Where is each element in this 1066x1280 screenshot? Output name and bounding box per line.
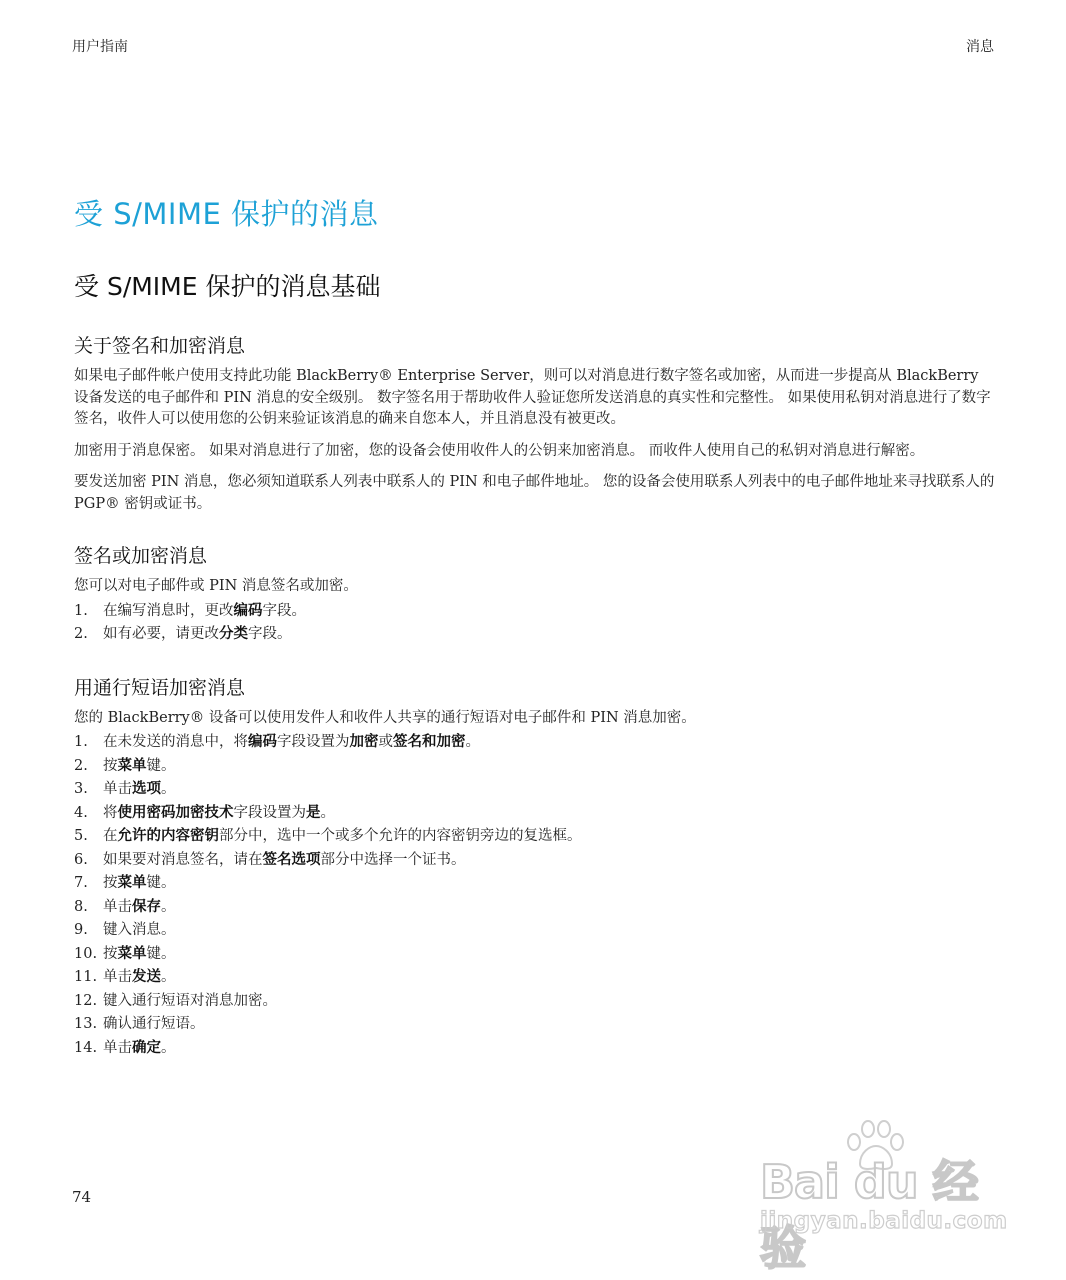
step-text: 键。: [146, 945, 176, 962]
step-text: 。: [320, 804, 335, 821]
step-bold-term: 菜单: [117, 945, 147, 962]
step-number: 14.: [74, 1039, 98, 1056]
step-bold-term: 是: [306, 804, 321, 821]
step-bold-term: 编码: [248, 734, 277, 750]
step-bold-term: 签名和加密: [393, 734, 466, 750]
watermark-url: jingyan.baidu.com: [760, 1208, 1008, 1234]
step-text: 。: [161, 898, 176, 915]
step-text: 。: [161, 969, 176, 985]
list-item: [74, 943, 996, 967]
step-text: 字段设置为: [233, 804, 306, 821]
about-paragraph-2: 加密用于消息保密。 如果对消息进行了加密，您的设备会使用收件人的公钥来加密消息。 而收件人使用自己的私钥对消息进行解密。: [74, 442, 925, 459]
about-section: [74, 331, 996, 515]
list-item: [74, 778, 996, 802]
step-text: 字段。: [248, 626, 292, 642]
section-title: 受 S/MIME 保护的消息基础: [74, 272, 381, 301]
step-text: 将: [103, 804, 118, 821]
step-bold-term: 确定: [132, 1039, 161, 1056]
list-item: [74, 600, 996, 624]
step-number: 11.: [74, 969, 98, 985]
step-bold-term: 保存: [132, 898, 161, 915]
step-number: 8.: [74, 898, 88, 915]
step-text: 部分中，选中一个或多个允许的内容密钥旁边的复选框。: [219, 828, 582, 844]
step-text: 单击: [103, 969, 132, 985]
step-text: 按: [103, 945, 118, 962]
step-text: 单击: [103, 781, 132, 797]
step-number: 13.: [74, 1016, 98, 1032]
list-item: [74, 1013, 996, 1037]
list-item: [74, 919, 996, 943]
step-bold-term: 菜单: [117, 875, 147, 891]
step-number: 1.: [74, 602, 88, 619]
step-bold-term: 选项: [132, 781, 161, 797]
about-paragraph-1: 如果电子邮件帐户使用支持此功能 BlackBerry® Enterprise Server，则可以对消息进行数字签名或加密，从而进一步提高从 BlackBerry 设备发送的电子邮件和 PIN 消息的安全级别。 数字签名用于帮助收件人验证您所发送消息的真实性和完整性。 如果使用私钥对消息进行了数字签名，收件人可以使用您的公钥来验证该消息的确来自您本人，并且消息没有被更改。: [74, 368, 991, 427]
step-text: 或: [378, 734, 393, 750]
step-text: 在: [103, 828, 118, 844]
running-header-right: 消息: [966, 39, 994, 55]
passphrase-intro: 您的 BlackBerry® 设备可以使用发件人和收件人共享的通行短语对电子邮件和 PIN 消息加密。: [74, 709, 696, 726]
step-text: 键。: [146, 875, 176, 891]
step-text: 单击: [103, 898, 132, 915]
step-bold-term: 菜单: [117, 757, 147, 774]
list-item: [74, 966, 996, 990]
about-paragraph-3: 要发送加密 PIN 消息，您必须知道联系人列表中联系人的 PIN 和电子邮件地址。 您的设备会使用联系人列表中的电子邮件地址来寻找联系人的 PGP® 密钥或证书。: [74, 474, 995, 512]
sign-steps: [74, 600, 996, 647]
step-text: 如果要对消息签名，请在: [103, 851, 263, 868]
step-text: 字段。: [262, 602, 306, 619]
list-item: [74, 802, 996, 826]
passphrase-section: [74, 673, 996, 1061]
step-text: 单击: [103, 1039, 132, 1056]
step-text: 。: [161, 781, 176, 797]
step-text: 。: [161, 1039, 176, 1056]
step-text: 在未发送的消息中，将: [103, 734, 248, 750]
baidu-watermark: [760, 1118, 1010, 1275]
step-text: 键入通行短语对消息加密。: [103, 992, 277, 1009]
step-bold-term: 允许的内容密钥: [117, 828, 219, 844]
step-bold-term: 加密: [349, 734, 379, 750]
step-number: 4.: [74, 804, 88, 821]
sign-section: [74, 541, 996, 647]
step-bold-term: 发送: [132, 969, 161, 985]
passphrase-steps: [74, 731, 996, 1060]
about-heading: 关于签名和加密消息: [74, 335, 246, 357]
list-item: [74, 872, 996, 896]
step-bold-term: 使用密码加密技术: [117, 804, 234, 821]
step-text: 字段设置为: [277, 734, 350, 750]
watermark-logo: Bai du 经验: [760, 1155, 978, 1275]
list-item: [74, 896, 996, 920]
running-header-left: 用户指南: [72, 39, 128, 55]
page-content: [74, 192, 996, 1086]
sign-intro: 您可以对电子邮件或 PIN 消息签名或加密。: [74, 578, 358, 594]
step-text: 键。: [146, 757, 176, 774]
list-item: [74, 755, 996, 779]
step-text: 按: [103, 757, 118, 774]
step-number: 9.: [74, 922, 88, 938]
list-item: [74, 825, 996, 849]
step-number: 10.: [74, 945, 98, 962]
step-bold-term: 分类: [219, 626, 248, 642]
step-number: 2.: [74, 626, 88, 642]
step-text: 确认通行短语。: [103, 1016, 205, 1032]
step-number: 12.: [74, 992, 98, 1009]
step-text: 部分中选择一个证书。: [320, 851, 466, 868]
list-item: [74, 1037, 996, 1061]
step-bold-term: 编码: [233, 602, 263, 619]
step-text: 键入消息。: [103, 922, 176, 938]
step-number: 5.: [74, 828, 88, 844]
step-text: 如有必要，请更改: [103, 626, 219, 642]
list-item: [74, 990, 996, 1014]
sign-heading: 签名或加密消息: [74, 545, 208, 567]
step-number: 3.: [74, 781, 88, 797]
step-number: 7.: [74, 875, 88, 891]
list-item: [74, 849, 996, 873]
step-number: 2.: [74, 757, 88, 774]
passphrase-heading: 用通行短语加密消息: [74, 676, 246, 699]
step-number: 1.: [74, 734, 88, 750]
step-bold-term: 签名选项: [262, 851, 321, 868]
list-item: [74, 623, 996, 647]
step-text: 按: [103, 875, 118, 891]
step-text: 。: [465, 734, 480, 750]
page-number: 74: [72, 1188, 92, 1206]
step-text: 在编写消息时，更改: [103, 602, 234, 619]
list-item: [74, 731, 996, 755]
chapter-title: 受 S/MIME 保护的消息: [74, 197, 379, 231]
step-number: 6.: [74, 851, 88, 868]
